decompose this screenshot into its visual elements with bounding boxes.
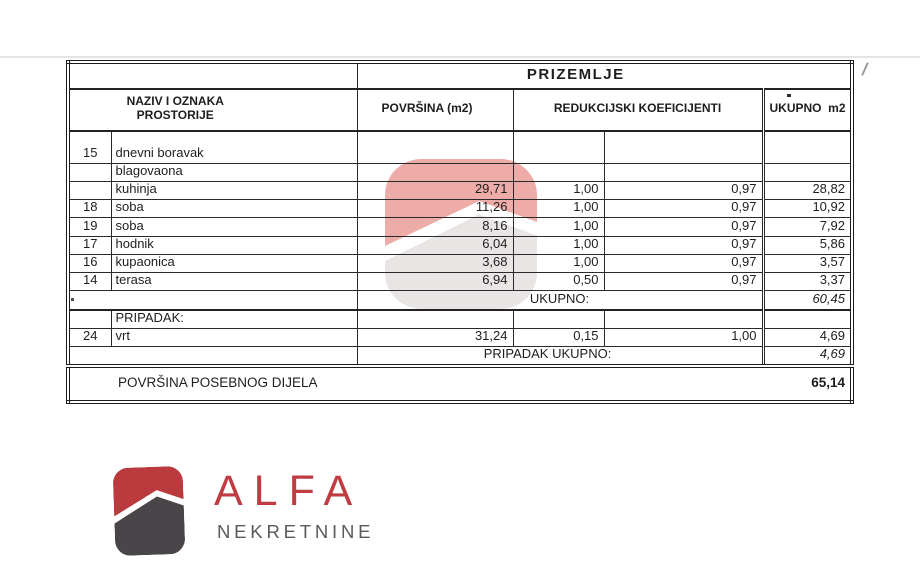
room-name: vrt [111,328,357,346]
scan-artifact-scratch [861,62,869,76]
room-coef2 [604,163,763,181]
room-number: 17 [68,236,111,254]
room-number [68,163,111,181]
pripadak-ukupno-spacer [68,346,357,365]
area-table [66,60,854,404]
room-total: 5,86 [763,236,852,254]
pripadak-header-row [68,310,852,328]
room-coef2: 0,97 [604,199,763,217]
room-coef2: 0,97 [604,236,763,254]
floor-title: PRIZEMLJE [357,62,852,89]
alfa-roof-icon [112,466,185,556]
pripadak-k1 [513,310,604,328]
room-area: 31,24 [357,328,513,346]
pripadak-ukupno-value: 4,69 [763,346,852,365]
room-name: dnevni boravak [111,131,357,163]
room-coef2: 0,97 [604,254,763,272]
room-coef2 [604,131,763,163]
column-header-coefficients: REDUKCIJSKI KOEFICIJENTI [513,89,763,131]
pripadak-total [763,310,852,328]
final-total-row [68,366,852,402]
room-rows [68,131,852,290]
room-number: 24 [68,328,111,346]
pripadak-k2 [604,310,763,328]
room-name: blagovaona [111,163,357,181]
table-row [68,181,852,199]
ukupno-row [68,290,852,310]
logo-brand-subtitle: NEKRETNINE [217,521,375,542]
table-row [68,217,852,236]
room-coef1: 1,00 [513,217,604,236]
room-number: 19 [68,217,111,236]
room-total [763,163,852,181]
room-area: 6,04 [357,236,513,254]
pripadak-area [357,310,513,328]
room-coef1: 1,00 [513,236,604,254]
pripadak-ukupno-row [68,346,852,365]
scan-artifact-dot [71,298,74,301]
table-row [68,254,852,272]
table-row [68,131,852,163]
room-coef1: 0,15 [513,328,604,346]
pripadak-num [68,310,111,328]
ukupno-spacer [68,290,357,310]
room-coef1: 1,00 [513,254,604,272]
table-row [68,272,852,290]
room-coef1: 1,00 [513,181,604,199]
table-row [68,199,852,217]
room-coef1: 0,50 [513,272,604,290]
room-name: kupaonica [111,254,357,272]
room-number: 18 [68,199,111,217]
title-empty-cell [68,62,357,89]
table-row [68,163,852,181]
room-total: 28,82 [763,181,852,199]
room-area: 29,71 [357,181,513,199]
room-area [357,131,513,163]
scan-artifact-dot [787,94,791,97]
room-name: terasa [111,272,357,290]
room-total: 10,92 [763,199,852,217]
room-coef1 [513,163,604,181]
final-total-label: POVRŠINA POSEBNOG DIJELA [118,375,318,391]
table-header-row [68,89,852,131]
room-total: 3,37 [763,272,852,290]
final-total-value: 65,14 [811,375,845,391]
final-total-cell [68,366,852,402]
room-coef2: 1,00 [604,328,763,346]
room-area: 3,68 [357,254,513,272]
table-title-row [68,62,852,89]
room-total: 4,69 [763,328,852,346]
room-area: 8,16 [357,217,513,236]
room-name: kuhinja [111,181,357,199]
room-number: 15 [68,131,111,163]
column-header-area: POVRŠINA (m2) [357,89,513,131]
room-area: 6,94 [357,272,513,290]
ukupno-value: 60,45 [763,290,852,310]
room-name: hodnik [111,236,357,254]
room-coef1: 1,00 [513,199,604,217]
room-number: 14 [68,272,111,290]
room-total: 3,57 [763,254,852,272]
room-name: soba [111,217,357,236]
room-total: 7,92 [763,217,852,236]
column-header-name: NAZIV I OZNAKA PROSTORIJE [68,89,357,131]
room-coef2: 0,97 [604,181,763,199]
column-header-total: UKUPNO m2 [763,89,852,131]
pripadak-ukupno-label: PRIPADAK UKUPNO: [357,346,763,365]
room-coef2: 0,97 [604,272,763,290]
pripadak-label: PRIPADAK: [111,310,357,328]
room-area [357,163,513,181]
table-row-vrt [68,328,852,346]
room-coef1 [513,131,604,163]
table-row [68,236,852,254]
room-total [763,131,852,163]
room-coef2: 0,97 [604,217,763,236]
scan-streak [0,56,920,58]
room-area: 11,26 [357,199,513,217]
room-number [68,181,111,199]
logo-brand-name: ALFA [214,467,364,515]
room-name: soba [111,199,357,217]
ukupno-label: UKUPNO: [357,290,763,310]
room-number: 16 [68,254,111,272]
